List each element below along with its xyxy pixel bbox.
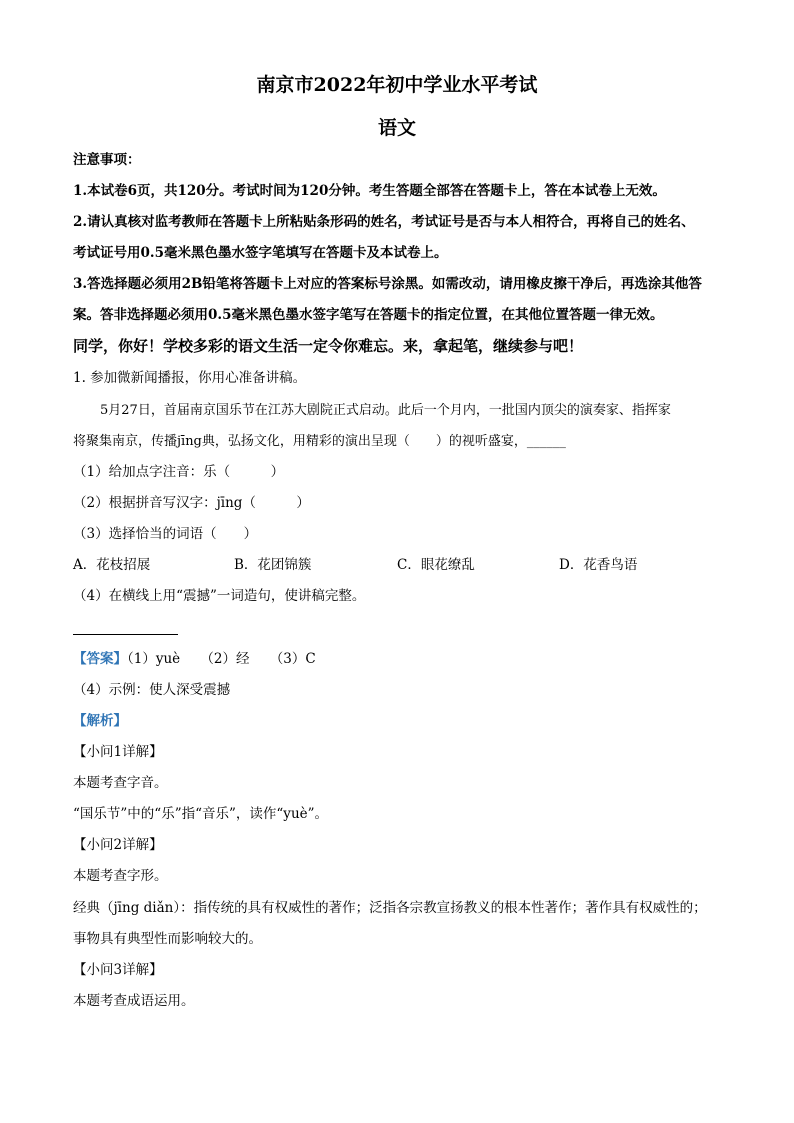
- analysis-q1-line-2: “国乐节”中的“乐”指“音乐”，读作“yuè”。: [73, 806, 329, 822]
- notice-item-3b: 案。答非选择题必须用0.5毫米黑色墨水签字笔写在答题卡的指定位置，在其他位置答题一律无效。: [73, 307, 664, 323]
- analysis-label: 【解析】: [73, 713, 127, 729]
- notice-item-2a: 2.请认真核对监考教师在答题卡上所粘贴条形码的姓名，考试证号是否与本人相符合，再将自己的姓名、: [73, 214, 695, 230]
- analysis-q2-line-2: 经典（jīng diǎn）：指传统的具有权威性的著作；泛指各宗教宣扬教义的根本性著作；著作具有权威性的；: [73, 900, 707, 916]
- passage-line-2: 将聚集南京，传播jīng典，弘扬文化，用精彩的演出呈现（ ）的视听盛宴，______: [73, 434, 566, 449]
- notice-item-2b: 考试证号用0.5毫米黑色墨水签字笔填写在答题卡及本试卷上。: [73, 245, 448, 261]
- answer-text-1: （1）yuè （2）经 （3）C: [127, 651, 316, 667]
- analysis-q1-line-1: 本题考查字音。: [73, 775, 168, 791]
- analysis-q1-heading: 【小问1详解】: [73, 744, 163, 760]
- sub-question-3: （3）选择恰当的词语（ ）: [73, 526, 258, 542]
- sub-question-2: （2）根据拼音写汉字：jīng（ ）: [73, 495, 310, 511]
- answer-label: 【答案】: [73, 651, 127, 667]
- sub-question-1: （1）给加点字注音：乐（ ）: [73, 464, 285, 480]
- question-1-stem: 1. 参加微新闻播报，你用心准备讲稿。: [73, 370, 307, 386]
- option-c: C．眼花缭乱: [397, 557, 475, 573]
- answer-line-1: [73, 649, 316, 669]
- notice-item-3a: 3.答选择题必须用2B铅笔将答题卡上对应的答案标号涂黑。如需改动，请用橡皮擦干净后，再选涂其他答: [73, 276, 702, 292]
- answer-line-2: （4）示例：使人深受震撼: [73, 682, 231, 698]
- subject-title: 语文: [377, 117, 416, 139]
- greeting: 同学，你好！学校多彩的语文生活一定令你难忘。来，拿起笔，继续参与吧！: [73, 337, 584, 355]
- notice-item-1: 1.本试卷6页，共120分。考试时间为120分钟。考生答题全部答在答题卡上，答在本试卷上无效。: [73, 183, 666, 199]
- divider-line: [73, 634, 178, 635]
- option-b: B．花团锦簇: [234, 557, 312, 573]
- exam-title: 南京市2022年初中学业水平考试: [256, 74, 538, 96]
- option-d: D．花香鸟语: [559, 557, 638, 573]
- option-a: A．花枝招展: [73, 557, 151, 573]
- passage-line-1: 5月27日，首届南京国乐节在江苏大剧院正式启动。此后一个月内，一批国内顶尖的演奏家、指挥家: [100, 403, 671, 418]
- sub-question-4: （4）在横线上用“震撼”一词造句，使讲稿完整。: [73, 588, 366, 604]
- analysis-q3-line-1: 本题考查成语运用。: [73, 993, 195, 1009]
- analysis-q2-line-1: 本题考查字形。: [73, 868, 168, 884]
- notice-heading: 注意事项：: [73, 152, 141, 168]
- analysis-q2-line-3: 事物具有典型性而影响较大的。: [73, 931, 262, 947]
- analysis-q2-heading: 【小问2详解】: [73, 837, 163, 853]
- analysis-q3-heading: 【小问3详解】: [73, 962, 163, 978]
